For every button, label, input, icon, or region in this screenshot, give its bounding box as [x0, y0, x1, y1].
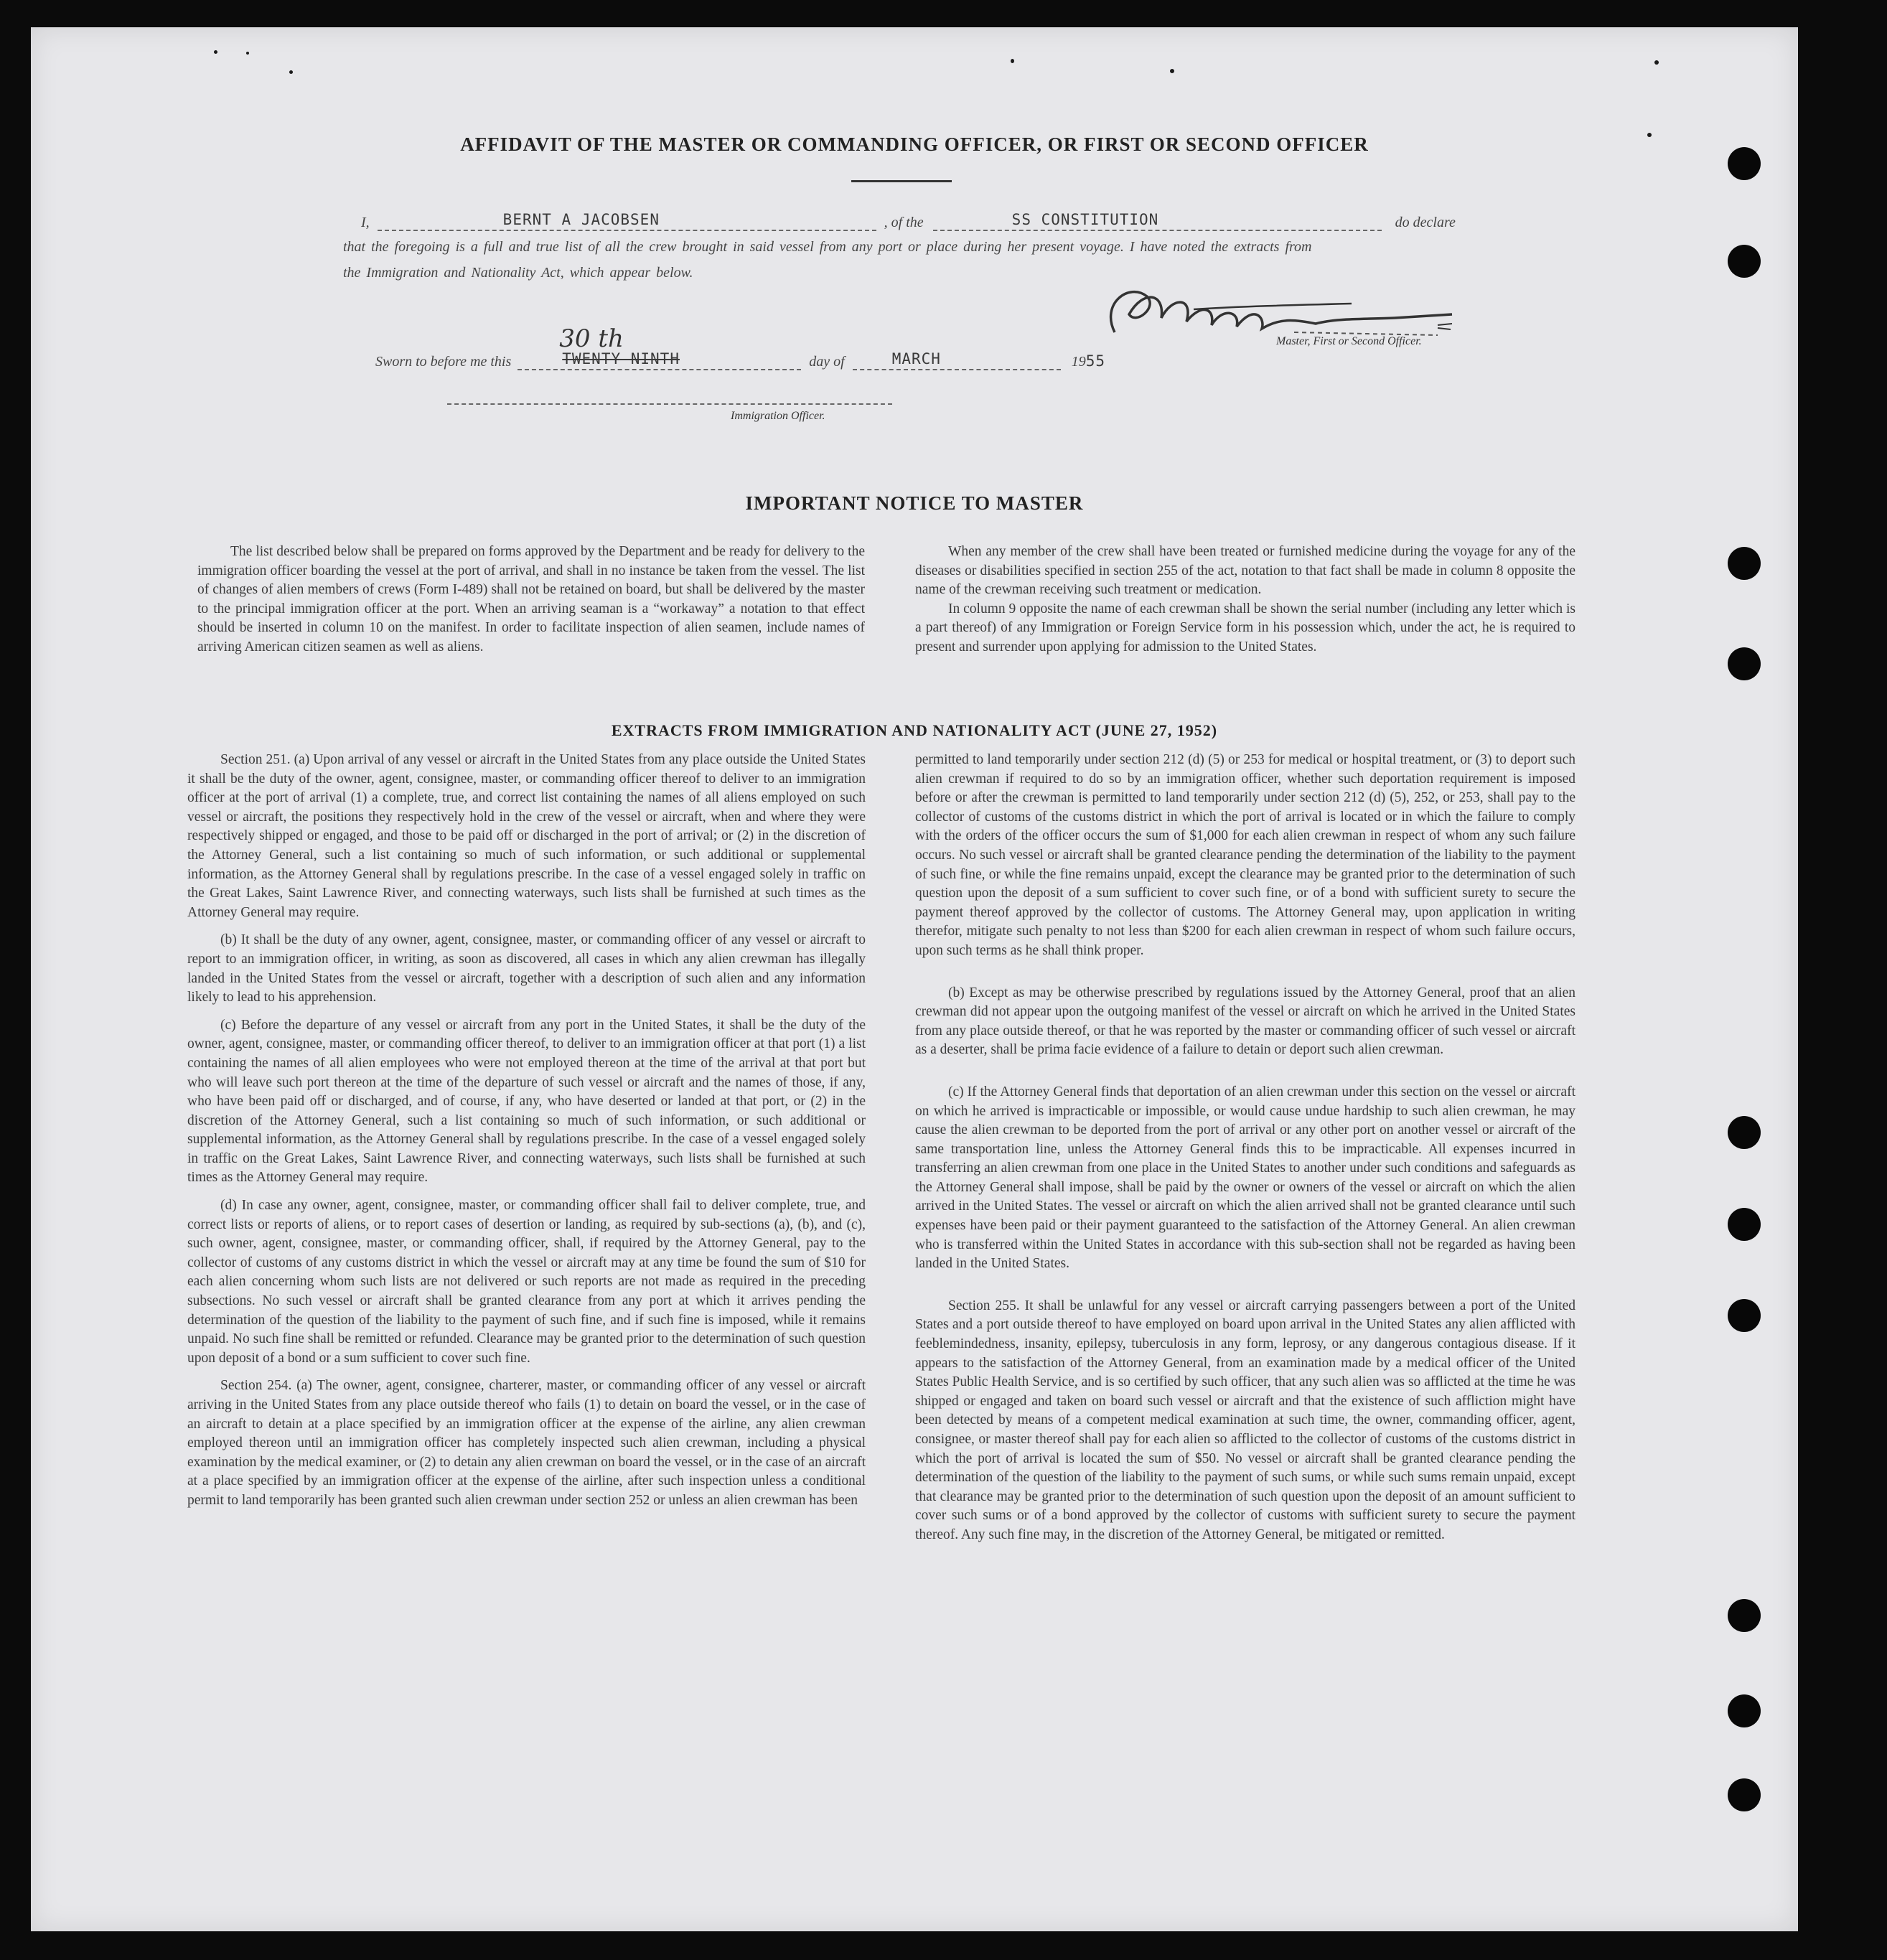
sworn-day-handwritten: 30 th — [559, 324, 624, 353]
notice-left-paragraph: The list described below shall be prepared on forms approved by the Department and be ready for delivery to the immigration officer boarding the vessel at the port of arrival, and shall in no instance be taken from the vessel. The list of changes of alien members of crews (Form I-489) shall not be retained on board, but shall be delivered by the master to the principal immigration officer at the port. When an arriving seaman is a “workaway” a notation to that effect should be inserted in column 10 on the manifest. In order to facilitate inspection of alien seamen, include names of arriving American citizen seamen as well as aliens. — [197, 544, 865, 655]
sworn-day-field — [518, 324, 801, 370]
speck — [1170, 69, 1174, 73]
section-254-a-continued: permitted to land temporarily under section 212 (d) (5) or 253 for medical or hospital treatment, or (3) to deport such alien crewman if required to do so by an immigration officer, whether such deportation requirement is imposed before or after the crewman is permitted to land temporarily under section 212 (d) (5), 252, or 253, shall pay to the collector of customs of the customs district in which the port of arrival is located or in which the failure to comply with the orders of the officer occurs the sum of $1,000 for each alien crewman in respect of whom any such failure occurs. No such vessel or aircraft shall be granted clearance pending the determination of the liability to the payment of such fine, or while the fine remains unpaid, except the clearance may be granted prior to the determination of such question upon the deposit of a sum sufficient to cover such fine, or of a bond with sufficient surety to secure the payment thereof approved by the collector of customs. The Attorney General may, upon application in writing therefor, mitigate such penalty to not less than $200 for each alien crewman in respect of whom such failure occurs, upon such terms as he shall think proper. — [915, 752, 1575, 958]
signature-caption: Master, First or Second Officer. — [1276, 335, 1422, 347]
sworn-line — [375, 324, 1105, 370]
punch-hole — [1728, 1778, 1761, 1811]
section-251-c: (c) Before the departure of any vessel or aircraft from any port in the United States, it shall be the duty of the owner, agent, consignee, master, or commanding officer thereof, to deliver to an immigration officer at that port (1) a list containing the names of all alien employees who were not employed thereon at the time of the arrival at that port but who will leave such port thereon at the time of the departure of such vessel or aircraft and the names of those, if any, who have been paid off or discharged, and of course, if any, who have deserted or landed at that port, or (2) in the discretion of the Attorney General, such a list containing so much of such information, or such additional or supplemental information, as the Attorney General shall by regulations prescribe. In the case of a vessel engaged solely in traffic on the Great Lakes, Saint Lawrence River, and connecting waterways, such lists shall be furnished at such times as the Attorney General may require. — [187, 1017, 866, 1186]
notice-left-column — [197, 543, 865, 657]
punch-hole — [1728, 1299, 1761, 1332]
section-251-a: Section 251. (a) Upon arrival of any vessel or aircraft in the United States from any place outside the United States it shall be the duty of the owner, agent, consignee, master, or commanding officer thereof to deliver to an immigration officer at the port of arrival (1) a complete, true, and correct list containing the names of all aliens employed on such vessel or aircraft, the positions they respectively hold in the crew of the vessel or aircraft, when and where they were respectively shipped or engaged, and those to be paid off or discharged in the port of arrival; or (2) in the discretion of the Attorney General, such a list containing so much of such information, or such additional or supplemental information, as the Attorney General shall by regulations prescribe. In the case of a vessel engaged solely in traffic on the Great Lakes, Saint Lawrence River, and connecting waterways, such lists shall be furnished at such times as the Attorney General may require. — [187, 752, 866, 920]
document-page — [31, 27, 1798, 1931]
speck — [1654, 60, 1659, 65]
notice-right-paragraph-2: In column 9 opposite the name of each crewman shall be shown the serial number (including any letter which is a part thereof) of any Immigration or Foreign Service form in his possession which, under the act, he is required to present and surrender upon applying for admission to the United States. — [915, 601, 1575, 655]
immigration-officer-signature-line — [447, 403, 892, 405]
punch-hole — [1728, 1694, 1761, 1727]
section-254-b: (b) Except as may be otherwise prescribed by regulations issued by the Attorney General, proof that an alien crewman did not appear upon the outgoing manifest of the vessel or aircraft on which he arrived in the United States from any place outside thereof, or that he was reported by the master or commanding officer of such vessel or aircraft as a deserter, shall be prima facie evidence of a failure to detain or deport such alien crewman. — [915, 985, 1575, 1058]
year-suffix: 55 — [1085, 352, 1105, 370]
declaration-line-1: that the foregoing is a full and true list of all the crew brought in said vessel from any port or place during her present voyage. I have noted the extracts from — [343, 239, 1312, 255]
speck — [289, 70, 293, 74]
sworn-month-field — [853, 352, 1061, 370]
sworn-month: MARCH — [891, 350, 941, 367]
notice-right-column — [915, 543, 1575, 657]
sworn-day-typed: TWENTY NINTH — [562, 350, 680, 367]
punch-hole — [1728, 547, 1761, 580]
punch-hole — [1728, 647, 1761, 680]
speck — [214, 50, 217, 54]
of-the-label: , of the — [884, 215, 924, 230]
notice-title: IMPORTANT NOTICE TO MASTER — [745, 492, 1084, 514]
title-divider — [851, 180, 952, 182]
do-declare-label: do declare — [1395, 215, 1456, 230]
vessel-name-field — [933, 212, 1382, 231]
master-name: BERNT A JACOBSEN — [502, 211, 660, 228]
speck — [1011, 59, 1014, 63]
declaration-line-2: the Immigration and Nationality Act, which appear below. — [343, 265, 693, 281]
i-label: I, — [361, 215, 370, 230]
section-251-d: (d) In case any owner, agent, consignee, master, or commanding officer shall fail to deliver complete, true, and correct lists or reports of aliens, or to report cases of desertion or landing, as required by sub-sections (a), (b), and (c), such owner, agent, consignee, master, or commanding officer, shall, if required by the Attorney General, pay to the collector of customs of any customs district in which the vessel or aircraft may at any time be found the sum of $10 for each alien concerning whom such lists are not delivered or such reports are not made as required in the preceding subsections. No such vessel or aircraft shall be granted clearance from any port at which it arrives pending the determination of the question of the liability to the payment of such fine, and if such fine is imposed, while it remains unpaid. No such fine shall be remitted or refunded. Clearance may be granted prior to the determination of such question upon deposit of a bond or a sum sufficient to cover such fine. — [187, 1198, 866, 1366]
section-254-c: (c) If the Attorney General finds that deportation of an alien crewman under this section on the vessel or aircraft on which he arrived is impracticable or impossible, or would cause undue hardship to such alien crewman, he may cause the alien crewman to be deported from the port of arrival or any other port on another vessel or aircraft of the same transportation line, unless the Attorney General finds this to be impracticable. All expenses incurred in transferring an alien crewman from one place in the United States to another under such conditions and safeguards as the Attorney General shall impose, shall be paid by the owner or owners of the vessel or aircraft on which the alien arrived in the United States. The vessel or aircraft on which the alien arrived shall not be granted clearance until such expenses have been paid or their payment guaranteed to the satisfaction of the Attorney General. An alien crewman who is transferred within the United States in accordance with this sub-section shall not be regarded as having been landed in the United States. — [915, 1084, 1575, 1272]
sworn-label: Sworn to before me this — [375, 354, 512, 370]
extracts-title: EXTRACTS FROM IMMIGRATION AND NATIONALITY ACT (JUNE 27, 1952) — [611, 721, 1218, 739]
immigration-officer-caption: Immigration Officer. — [731, 410, 825, 422]
section-255: Section 255. It shall be unlawful for any vessel or aircraft carrying passengers between a port of the United States and a port outside thereof to have employed on board upon arrival in the United States any alien afflicted with feeblemindedness, insanity, epilepsy, tuberculosis in any form, leprosy, or any dangerous contagious disease. If it appears to the satisfaction of the Attorney General, from an examination made by a medical officer of the United States Public Health Service, and is so certified by such officer, that any such alien was so afflicted at the time he was shipped or engaged and taken on board such vessel or aircraft and that the existence of such affliction might have been detected by means of a competent medical examination at such time, the owner, commanding officer, agent, consignee, or master thereof shall pay for each alien so afflicted to the collector of customs of the customs district in which the port of arrival is located the sum of $50. No vessel or aircraft shall be granted clearance pending the determination of the question of the liability to the payment of such sums, or while such sums remain unpaid, except that clearance may be granted prior to the determination of such question upon the deposit of an amount sufficient to cover such sums or of a bond approved by the collector of customs with sufficient surety to secure the payment thereof. Any such fine may, in the discretion of the Attorney General, be mitigated or remitted. — [915, 1298, 1575, 1542]
speck — [246, 52, 249, 55]
notice-right-paragraph-1: When any member of the crew shall have been treated or furnished medicine during the voyage for any of the diseases or disabilities specified in section 255 of the act, notation to that fact shall be made in column 8 opposite the name of the crewman receiving such treatment or medication. — [915, 544, 1575, 598]
extracts-left-column — [187, 751, 866, 1511]
section-251-b: (b) It shall be the duty of any owner, agent, consignee, master, or commanding officer of any vessel or aircraft to report to an immigration officer, in writing, as soon as discovered, all cases in which any alien crewman has illegally landed in the United States from the vessel or aircraft, together with a description of such alien and any information likely to lead to his apprehension. — [187, 932, 866, 1005]
punch-hole — [1728, 1116, 1761, 1149]
punch-hole — [1728, 1599, 1761, 1632]
master-name-field — [378, 212, 876, 231]
year-prefix: 19 — [1071, 354, 1086, 370]
vessel-name: SS CONSTITUTION — [1011, 211, 1159, 228]
declarant-line — [361, 212, 1456, 231]
punch-hole — [1728, 1208, 1761, 1241]
extracts-right-column — [915, 751, 1575, 1545]
affidavit-title: AFFIDAVIT OF THE MASTER OR COMMANDING OFFICER, OR FIRST OR SECOND OFFICER — [460, 133, 1369, 155]
day-of-label: day of — [809, 354, 845, 370]
punch-hole — [1728, 245, 1761, 278]
section-254-a: Section 254. (a) The owner, agent, consignee, charterer, master, or commanding officer of any vessel or aircraft arriving in the United States from any place outside thereof who fails (1) to detain on board the vessel, or in the case of an aircraft to detain at a place specified by an immigration officer at the expense of the airline, any alien crewman employed thereon until an immigration officer has completely inspected such alien crewman, including a physical examination by the medical examiner, or (2) to detain any alien crewman on board the vessel, or in the case of an aircraft at a place specified by an immigration officer at the expense of the airline, after such inspection unless a conditional permit to land temporarily has been granted such alien crewman under section 252 or unless an alien crewman has been — [187, 1378, 866, 1508]
